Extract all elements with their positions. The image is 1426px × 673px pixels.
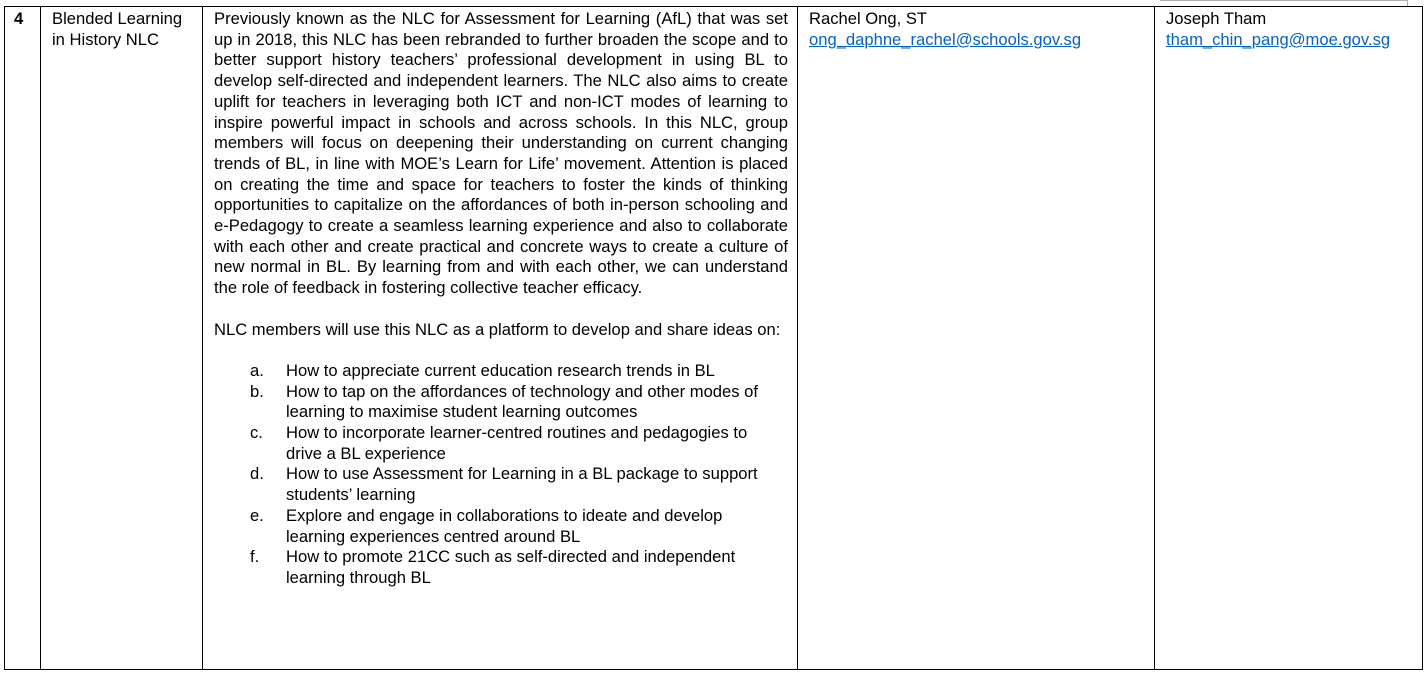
list-item bbox=[214, 506, 788, 547]
paragraph-spacer bbox=[214, 340, 788, 361]
list-item-text: How to use Assessment for Learning in a BL package to support students’ learning bbox=[286, 464, 758, 505]
contact-name: Joseph Tham bbox=[1166, 9, 1267, 28]
list-item bbox=[214, 382, 788, 423]
lead-email-link[interactable]: ong_daphne_rachel@schools.gov.sg bbox=[809, 29, 1082, 49]
list-item bbox=[214, 361, 788, 382]
ideas-intro: NLC members will use this NLC as a platform to develop and share ideas on: bbox=[214, 319, 781, 339]
lead-name: Rachel Ong, ST bbox=[809, 9, 928, 28]
contact-email-link[interactable]: tham_chin_pang@moe.gov.sg bbox=[1166, 29, 1391, 49]
list-item-text: How to tap on the affordances of technology and other modes of learning to maximise student learning outcomes bbox=[286, 381, 759, 422]
list-marker: a. bbox=[250, 360, 264, 380]
list-item-text: How to promote 21CC such as self-directed and independent learning through BL bbox=[286, 547, 736, 587]
nlc-table bbox=[4, 6, 1423, 670]
list-marker: f. bbox=[250, 547, 260, 567]
contact-cell bbox=[1155, 7, 1423, 670]
table-row bbox=[5, 7, 1423, 670]
nlc-name: Blended Learning in History NLC bbox=[52, 9, 183, 49]
list-item-text: How to appreciate current education research trends in BL bbox=[286, 360, 715, 380]
nlc-name-cell bbox=[41, 7, 203, 670]
list-item-text: How to incorporate learner-centred routines and pedagogies to drive a BL experience bbox=[286, 423, 748, 463]
lead-cell bbox=[798, 7, 1155, 670]
paragraph-spacer bbox=[214, 299, 788, 320]
row-number-cell bbox=[5, 7, 41, 670]
row-number: 4 bbox=[14, 9, 24, 28]
list-marker: d. bbox=[250, 464, 264, 484]
list-item bbox=[214, 547, 788, 588]
list-item bbox=[214, 464, 788, 505]
description-paragraph: Previously known as the NLC for Assessment for Learning (AfL) that was set up in 2018, this NLC has been rebranded to further broaden the scope and to better support history teachers’ professional development in using BL to develop self-directed and independent learners. The NLC also aims to create uplift for teachers in leveraging both ICT and non-ICT modes of learning to inspire powerful impact in schools and across schools. In this NLC, group members will focus on deepening their understanding on current changing trends of BL, in line with MOE’s Learn for Life’ movement. Attention is placed on creating the time and space for teachers to foster the kinds of thinking opportunities to capitalize on the affordances of both in-person schooling and e-Pedagogy to create a seamless learning experience and also to collaborate with each other and create practical and concrete ways to create a culture of new normal in BL. By learning from and with each other, we can understand the role of feedback in fostering collective teacher efficacy. bbox=[214, 9, 788, 298]
list-item bbox=[214, 423, 788, 464]
list-marker: e. bbox=[250, 505, 264, 525]
list-item-text: Explore and engage in collaborations to ideate and develop learning experiences centred around BL bbox=[286, 505, 723, 546]
list-marker: b. bbox=[250, 381, 264, 401]
ideas-list bbox=[214, 361, 788, 589]
list-marker: c. bbox=[250, 423, 263, 443]
description-cell bbox=[203, 7, 798, 670]
